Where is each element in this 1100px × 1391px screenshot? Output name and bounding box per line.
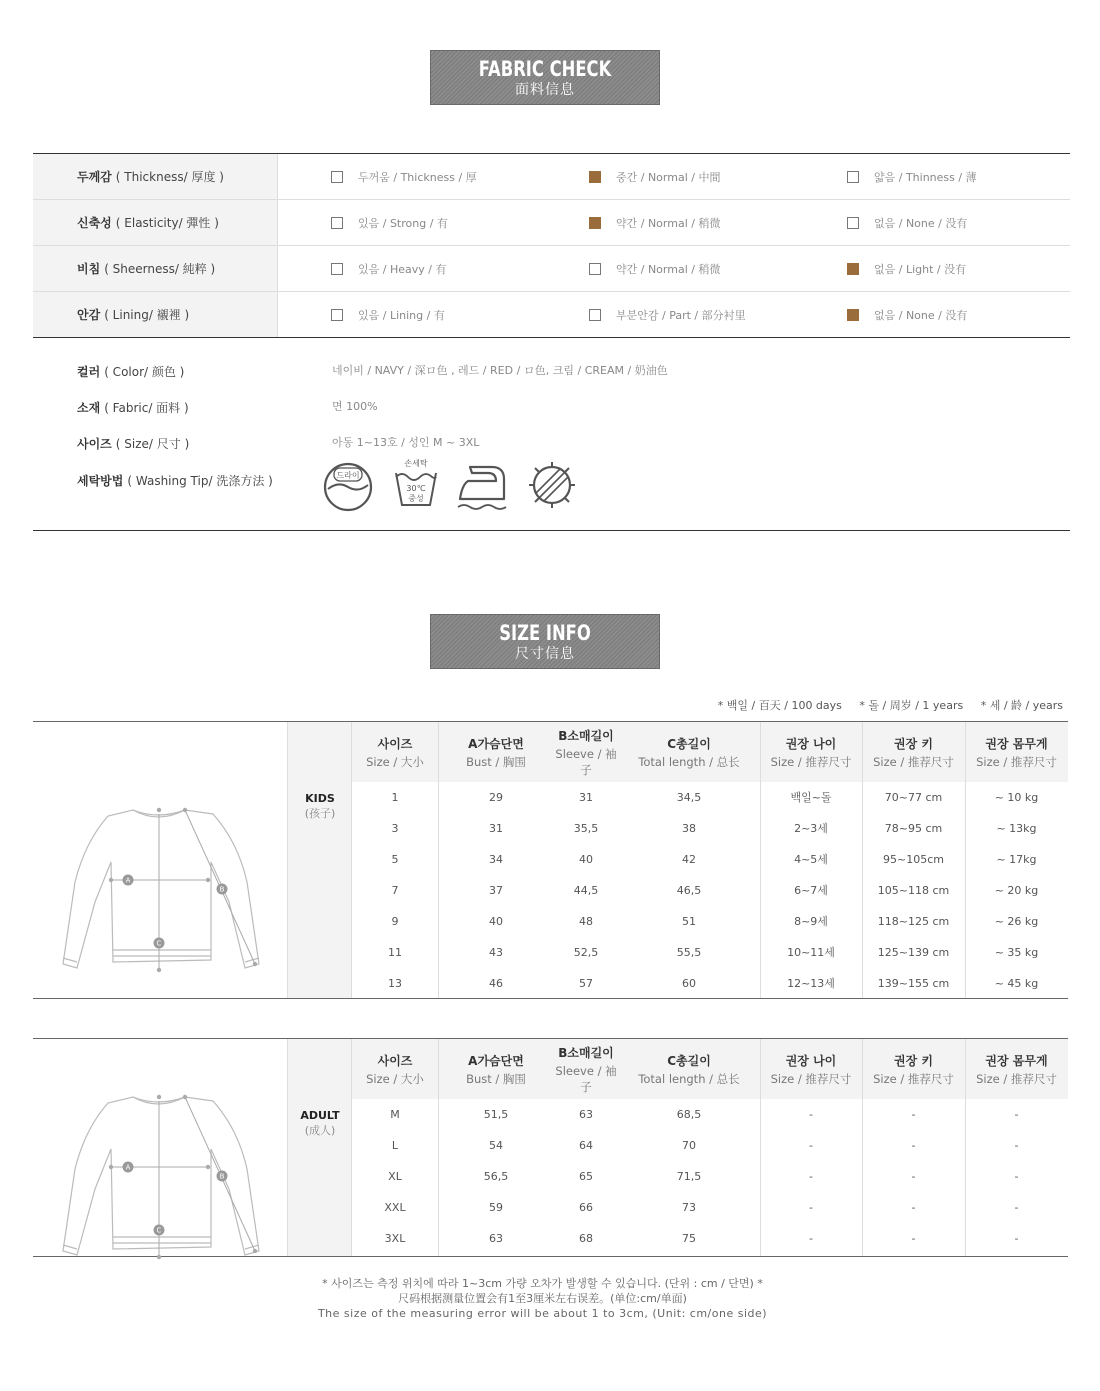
svg-text:손세탁: 손세탁	[404, 459, 428, 468]
table-cell: 65	[579, 1170, 593, 1183]
table-cell: -	[809, 1139, 813, 1152]
kids-size-table	[33, 721, 1068, 999]
fabric-option[interactable]	[589, 246, 720, 292]
table-cell: 1	[391, 791, 399, 804]
column-header: 권장 키 Size / 推荐尺寸	[873, 1053, 954, 1086]
fabric-option-label: 두꺼움 / Thickness / 厚	[358, 171, 477, 184]
fabric-row	[33, 292, 1070, 337]
age-legend	[704, 697, 1063, 713]
table-cell: 백일~돌	[790, 791, 832, 804]
column-header: A가슴단면 Bust / 胸围	[466, 1053, 526, 1086]
table-cell: 48	[579, 915, 593, 928]
table-cell: 70	[682, 1139, 696, 1152]
checkbox-icon[interactable]	[847, 217, 859, 229]
sweater-measurement-sketch	[33, 722, 288, 998]
svg-text:30℃: 30℃	[406, 484, 426, 493]
column-header: B소매길이 Sleeve / 袖子	[555, 728, 617, 777]
fabric-option-label: 부분안감 / Part / 部分衬里	[616, 309, 746, 322]
table-cell: 56,5	[483, 1170, 509, 1183]
table-cell: 75	[682, 1232, 696, 1245]
fabric-option[interactable]	[847, 200, 967, 246]
table-cell: 68,5	[676, 1108, 702, 1121]
table-cell: -	[1014, 1139, 1019, 1152]
svg-text:드라이: 드라이	[336, 471, 360, 480]
table-cell: 78~95 cm	[884, 822, 943, 835]
checkbox-icon[interactable]	[331, 217, 343, 229]
table-cell: 44,5	[573, 884, 599, 897]
sketch-label-a: A	[125, 876, 131, 885]
table-cell: 55,5	[676, 946, 702, 959]
fabric-option[interactable]	[847, 154, 977, 200]
fabric-option-label: 없음 / None / 没有	[874, 217, 968, 230]
column-header: C총길이 Total length / 总长	[638, 1053, 740, 1086]
size-note-en: The size of the measuring error will be about 1 to 3cm, (Unit: cm/one side)	[317, 1307, 768, 1320]
table-cell: -	[911, 1232, 916, 1245]
fabric-option-label: 얇음 / Thinness / 薄	[874, 171, 977, 184]
table-cell: 46	[489, 977, 503, 990]
table-cell: 139~155 cm	[877, 977, 950, 990]
legend-item: * 돌 / 周岁 / 1 years	[859, 699, 964, 712]
column-header: C총길이 Total length / 总长	[638, 736, 740, 769]
fabric-value: 면 100%	[332, 400, 378, 413]
table-cell: 12~13세	[787, 977, 835, 990]
fabric-option[interactable]	[331, 154, 477, 200]
checked-box-icon[interactable]	[847, 263, 859, 275]
table-cell: 3	[391, 822, 399, 835]
adult-size-table	[33, 1038, 1068, 1257]
table-cell: 34	[489, 853, 503, 866]
banner-title: FABRIC CHECK	[478, 57, 612, 81]
table-cell: -	[911, 1139, 916, 1152]
color-label: 컬러 ( Color/ 颜色 )	[77, 365, 185, 379]
washing-icons	[323, 459, 583, 519]
column-header: 사이즈 Size / 大小	[366, 1053, 424, 1086]
table-cell: 29	[489, 791, 503, 804]
table-cell: -	[1014, 1108, 1019, 1121]
checkbox-icon[interactable]	[589, 263, 601, 275]
table-cell: 66	[579, 1201, 593, 1214]
fabric-option[interactable]	[589, 154, 720, 200]
fabric-row	[33, 200, 1070, 246]
table-cell: -	[809, 1201, 813, 1214]
table-cell: 31	[579, 791, 593, 804]
table-cell: 4~5세	[794, 853, 828, 866]
size-label: 사이즈 ( Size/ 尺寸 )	[77, 437, 190, 451]
fabric-row-label: 안감 ( Lining/ 襯裡 )	[33, 292, 278, 337]
column-header: 권장 몸무게 Size / 推荐尺寸	[976, 736, 1057, 769]
legend-item: * 백일 / 百天 / 100 days	[717, 699, 842, 712]
table-cell: 64	[579, 1139, 593, 1152]
table-cell: -	[911, 1170, 916, 1183]
sweater-measurement-sketch	[33, 1039, 288, 1256]
table-cell: ~ 35 kg	[994, 946, 1039, 959]
fabric-option[interactable]	[847, 246, 966, 292]
checked-box-icon[interactable]	[589, 217, 601, 229]
fabric-option-label: 약간 / Normal / 稍微	[616, 217, 721, 230]
group-column	[288, 722, 352, 998]
table-cell: ~ 45 kg	[994, 977, 1039, 990]
table-cell: -	[809, 1170, 813, 1183]
table-cell: ~ 26 kg	[994, 915, 1039, 928]
column-header: 사이즈 Size / 大小	[366, 736, 424, 769]
table-cell: 125~139 cm	[877, 946, 950, 959]
table-cell: ~ 13kg	[996, 822, 1037, 835]
table-cell: 2~3세	[794, 822, 828, 835]
column-header: B소매길이 Sleeve / 袖子	[555, 1045, 617, 1094]
table-cell: 43	[489, 946, 503, 959]
table-cell: 42	[682, 853, 696, 866]
column-header: 권장 몸무게 Size / 推荐尺寸	[976, 1053, 1057, 1086]
checked-box-icon[interactable]	[589, 171, 601, 183]
table-cell: 54	[489, 1139, 503, 1152]
table-cell: 40	[579, 853, 593, 866]
group-name: ADULT (成人)	[300, 1109, 340, 1137]
fabric-option[interactable]	[331, 200, 448, 246]
size-note-zh: 尺码根据测量位置会有1至3厘米左右误差。(单位:cm/单面)	[398, 1292, 687, 1305]
color-value: 네이비 / NAVY / 深ロ色 , 레드 / RED / ロ色, 크림 / CREAM / 奶油色	[332, 364, 668, 377]
table-cell: 71,5	[676, 1170, 702, 1183]
sketch-label-b: B	[219, 1172, 225, 1181]
table-cell: ~ 20 kg	[994, 884, 1039, 897]
table-cell: 37	[489, 884, 503, 897]
fabric-option-label: 있음 / Lining / 有	[358, 309, 445, 322]
checkbox-icon[interactable]	[589, 309, 601, 321]
sketch-label-b: B	[219, 885, 225, 894]
fabric-row	[33, 154, 1070, 200]
fabric-row-label: 신축성 ( Elasticity/ 彈性 )	[33, 200, 278, 245]
table-cell: ~ 17kg	[996, 853, 1037, 866]
fabric-option[interactable]	[331, 246, 446, 292]
table-cell: -	[809, 1108, 813, 1121]
fabric-option[interactable]	[847, 292, 967, 338]
sketch-label-c: C	[156, 939, 162, 948]
size-note-ko: * 사이즈는 측정 위치에 따라 1~3cm 가량 오차가 발생할 수 있습니다. (단위 : cm / 단면) *	[322, 1277, 763, 1290]
table-cell: 73	[682, 1201, 696, 1214]
fabric-option[interactable]	[589, 200, 720, 246]
column-header: 권장 나이 Size / 推荐尺寸	[770, 1053, 852, 1086]
table-cell: 10~11세	[787, 946, 835, 959]
table-cell: 60	[682, 977, 696, 990]
table-cell: 6~7세	[794, 884, 828, 897]
table-cell: ~ 10 kg	[994, 791, 1039, 804]
banner-title: SIZE INFO	[499, 621, 591, 645]
table-cell: 35,5	[573, 822, 599, 835]
fabric-label: 소재 ( Fabric/ 面料 )	[77, 401, 189, 415]
fabric-option-label: 중간 / Normal / 中間	[616, 171, 721, 184]
fabric-check-banner	[430, 50, 660, 105]
size-value: 아동 1~13호 / 성인 M ~ 3XL	[332, 436, 480, 449]
column-header: A가슴단면 Bust / 胸围	[466, 736, 526, 769]
iron-icon	[458, 467, 506, 509]
dry-clean-icon	[325, 464, 371, 510]
table-cell: 118~125 cm	[877, 915, 950, 928]
table-cell: 68	[579, 1232, 593, 1245]
column-header: 권장 키 Size / 推荐尺寸	[873, 736, 954, 769]
product-info-section	[33, 339, 1070, 531]
group-column	[288, 1039, 352, 1256]
legend-item: * 세 / 龄 / years	[980, 699, 1063, 712]
table-cell: 13	[388, 977, 402, 990]
table-cell: -	[911, 1201, 916, 1214]
table-cell: 51	[682, 915, 696, 928]
table-cell: 40	[489, 915, 503, 928]
fabric-row-label: 비침 ( Sheerness/ 純粹 )	[33, 246, 278, 291]
table-cell: XXL	[384, 1201, 406, 1214]
fabric-check-table	[33, 153, 1070, 338]
size-info-banner	[430, 614, 660, 669]
checkbox-icon[interactable]	[331, 263, 343, 275]
table-cell: 11	[388, 946, 402, 959]
table-cell: 8~9세	[794, 915, 828, 928]
fabric-option-label: 약간 / Normal / 稍微	[616, 263, 721, 276]
table-cell: -	[1014, 1232, 1019, 1245]
table-cell: 46,5	[676, 884, 702, 897]
column-header: 권장 나이 Size / 推荐尺寸	[770, 736, 852, 769]
fabric-option-label: 없음 / Light / 没有	[874, 263, 967, 276]
table-cell: 52,5	[573, 946, 599, 959]
fabric-option-label: 있음 / Heavy / 有	[358, 263, 447, 276]
table-cell: 34,5	[676, 791, 702, 804]
table-cell: XL	[388, 1170, 402, 1183]
washing-label: 세탁방법 ( Washing Tip/ 洗涤方法 )	[77, 474, 273, 488]
table-cell: 51,5	[483, 1108, 509, 1121]
banner-subtitle: 尺寸信息	[515, 646, 575, 662]
fabric-row	[33, 246, 1070, 292]
table-cell: 9	[391, 915, 399, 928]
checkbox-icon[interactable]	[331, 309, 343, 321]
table-cell: 31	[489, 822, 503, 835]
fabric-row-label: 두께감 ( Thickness/ 厚度 )	[33, 154, 278, 199]
table-cell: -	[911, 1108, 916, 1121]
table-cell: 95~105cm	[883, 853, 944, 866]
table-cell: 59	[489, 1201, 503, 1214]
fabric-option-label: 있음 / Strong / 有	[358, 217, 448, 230]
table-cell: 38	[682, 822, 696, 835]
table-cell: 5	[391, 853, 399, 866]
table-cell: 7	[391, 884, 399, 897]
hand-wash-icon	[396, 459, 436, 505]
table-cell: -	[1014, 1170, 1019, 1183]
no-tumble-dry-icon	[529, 462, 575, 508]
checkbox-icon[interactable]	[331, 171, 343, 183]
checkbox-icon[interactable]	[847, 171, 859, 183]
table-cell: 63	[489, 1232, 503, 1245]
group-name: KIDS (孩子)	[304, 792, 336, 820]
table-cell: 57	[579, 977, 593, 990]
table-cell: 105~118 cm	[877, 884, 950, 897]
table-cell: -	[1014, 1201, 1019, 1214]
table-cell: 3XL	[384, 1232, 406, 1245]
table-cell: -	[809, 1232, 813, 1245]
table-cell: 63	[579, 1108, 593, 1121]
table-cell: M	[390, 1108, 400, 1121]
fabric-option[interactable]	[331, 292, 445, 338]
sketch-label-c: C	[156, 1226, 162, 1235]
fabric-option-label: 없음 / None / 没有	[874, 309, 968, 322]
table-cell: L	[391, 1139, 399, 1152]
svg-text:중성: 중성	[408, 494, 424, 503]
fabric-option[interactable]	[589, 292, 746, 338]
table-cell: 70~77 cm	[884, 791, 943, 804]
checked-box-icon[interactable]	[847, 309, 859, 321]
banner-subtitle: 面料信息	[515, 82, 575, 98]
sketch-label-a: A	[125, 1163, 131, 1172]
